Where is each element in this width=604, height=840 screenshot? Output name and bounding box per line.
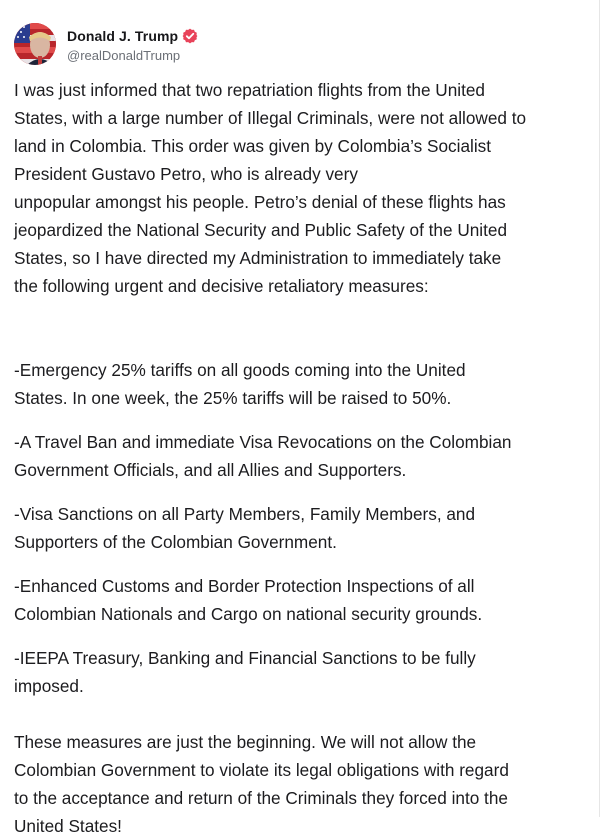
paragraph-gap [14, 556, 590, 572]
intro-paragraph [14, 76, 590, 300]
text-line: to the acceptance and return of the Criminals they forced into the [14, 788, 508, 808]
text-line: -Emergency 25% tariffs on all goods coming into the United [14, 360, 466, 380]
measure-item-customs [14, 572, 590, 628]
avatar-image [14, 23, 56, 65]
text-line: -Visa Sanctions on all Party Members, Family Members, and [14, 504, 476, 524]
text-line: President Gustavo Petro, who is already very [14, 164, 358, 184]
text-line: -IEEPA Treasury, Banking and Financial Sanctions to be fully [14, 648, 476, 668]
measure-item-tariffs [14, 356, 590, 412]
text-line: -Enhanced Customs and Border Protection Inspections of all [14, 576, 475, 596]
text-line: imposed. [14, 676, 84, 696]
measure-item-travel-ban [14, 428, 590, 484]
author-handle[interactable]: @realDonaldTrump [67, 48, 181, 63]
text-line: -A Travel Ban and immediate Visa Revocations on the Colombian [14, 432, 512, 452]
author-names [67, 25, 198, 63]
text-line: States. In one week, the 25% tariffs will be raised to 50%. [14, 388, 452, 408]
text-line: I was just informed that two repatriation flights from the United [14, 80, 485, 100]
blank-line [14, 328, 590, 356]
text-line: United States! [14, 816, 122, 836]
author-display-name[interactable]: Donald J. Trump [67, 28, 179, 44]
avatar[interactable] [14, 23, 56, 65]
text-line: Colombian Nationals and Cargo on national security grounds. [14, 604, 483, 624]
measure-item-ieepa [14, 644, 590, 700]
post-header [14, 22, 198, 66]
text-line: Colombian Government to violate its legal obligations with regard [14, 760, 509, 780]
text-line: These measures are just the beginning. We will not allow the [14, 732, 477, 752]
text-line: States, with a large number of Illegal Criminals, were not allowed to [14, 108, 527, 128]
text-line: Government Officials, and all Allies and Supporters. [14, 460, 407, 480]
paragraph-gap [14, 628, 590, 644]
blank-line [14, 300, 590, 328]
name-row [67, 25, 198, 47]
measure-item-visa-sanctions [14, 500, 590, 556]
text-line: States, so I have directed my Administration to immediately take [14, 248, 502, 268]
text-line: the following urgent and decisive retaliatory measures: [14, 276, 429, 296]
text-line: Supporters of the Colombian Government. [14, 532, 337, 552]
verified-badge-icon [182, 28, 198, 44]
paragraph-gap [14, 484, 590, 500]
text-line: land in Colombia. This order was given by Colombia’s Socialist [14, 136, 492, 156]
text-line: jeopardized the National Security and Public Safety of the United [14, 220, 508, 240]
text-line: unpopular amongst his people. Petro’s denial of these flights has [14, 192, 506, 212]
closing-paragraph [14, 728, 590, 840]
blank-line [14, 700, 590, 728]
paragraph-gap [14, 412, 590, 428]
post-body [14, 76, 590, 840]
